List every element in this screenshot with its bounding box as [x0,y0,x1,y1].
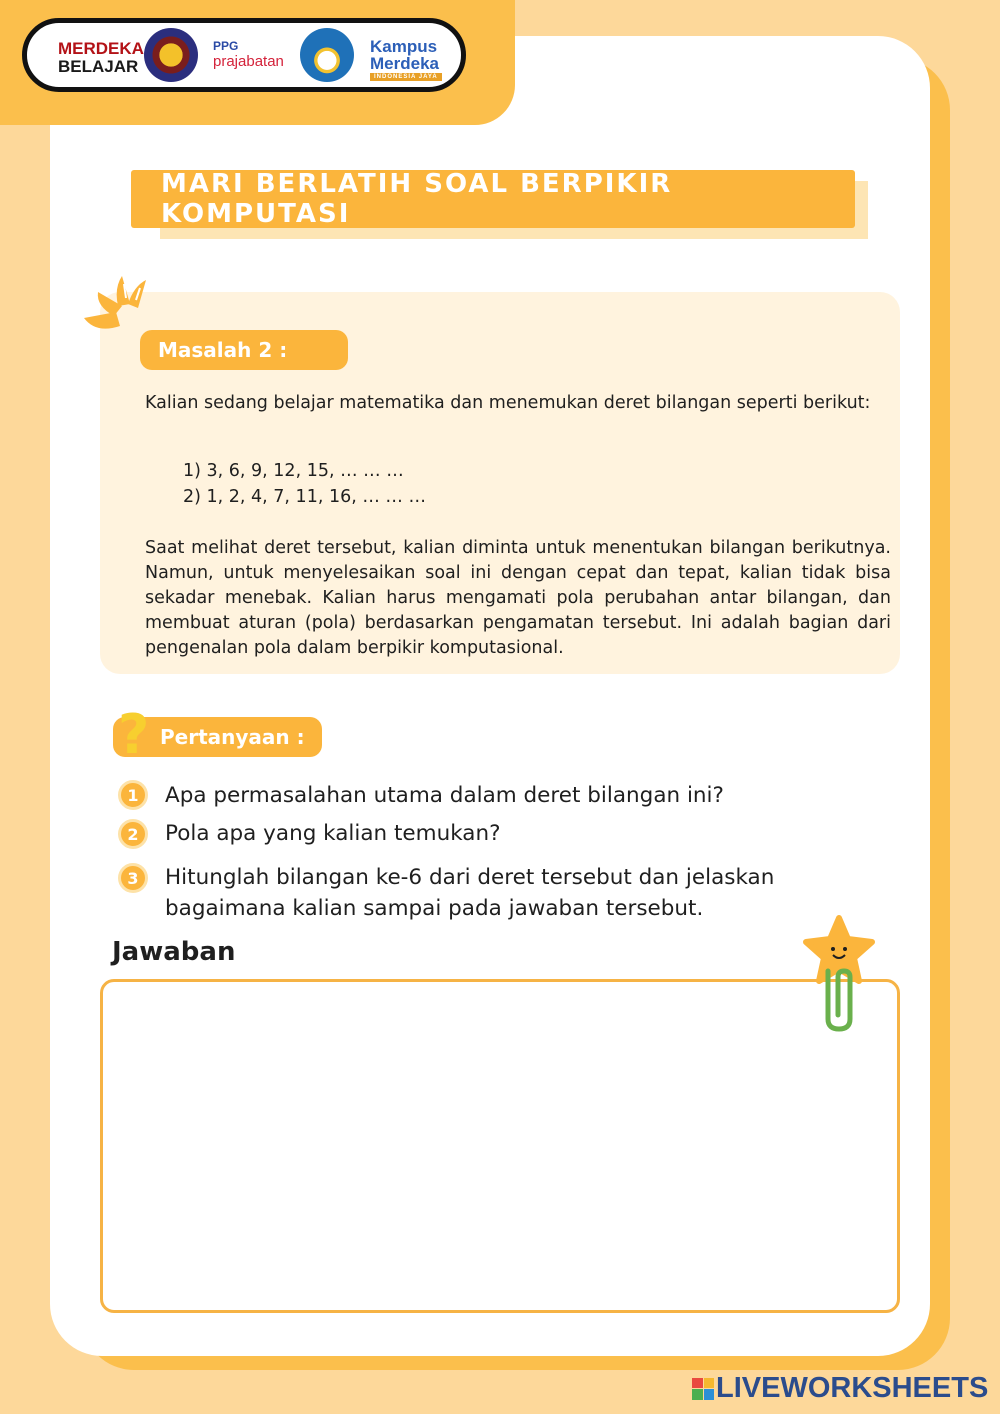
kampus-merdeka-logo: Kampus Merdeka INDONESIA JAYA [370,38,442,81]
university-seal-icon [144,28,198,82]
question-mark-icon [114,707,158,761]
problem-body: Saat melihat deret tersebut, kalian diminta untuk menentukan bilangan berikutnya. Namun, untuk menyelesaikan soal ini dengan cepat dan tepat, kalian tidak bisa sekadar menebak. Kalian harus mengamati pola perubahan antar bilangan, dan membuat aturan (pola) berdasarkan pengamatan tersebut. Ini adalah bagian dari pengenalan pola dalam berpikir komputasional. [145,538,891,658]
merdeka-belajar-logo: MERDEKA BELAJAR [58,39,144,76]
sequence-item: 2) 1, 2, 4, 7, 11, 16, … … … [183,487,426,507]
sequence-item: 1) 3, 6, 9, 12, 15, … … … [183,461,404,481]
burst-icon [76,268,166,338]
answer-label: Jawaban [112,937,236,967]
ppg-prajabatan-logo: PPG prajabatan [213,39,284,70]
liveworksheets-watermark [692,1372,988,1405]
page-title: MARI BERLATIH SOAL BERPIKIR KOMPUTASI [131,170,855,228]
problem-intro: Kalian sedang belajar matematika dan menemukan deret bilangan seperti berikut: [145,393,871,413]
answer-input[interactable] [100,979,900,1313]
watermark-text: LIVEWORKSHEETS [716,1372,989,1404]
question-item: Apa permasalahan utama dalam deret bilangan ini? [165,783,724,808]
svg-text:?: ? [118,707,150,761]
question-number-badge: 2 [118,819,148,849]
question-item: Hitunglah bilangan ke-6 dari deret tersebut dan jelaskan bagaimana kalian sampai pada jawaban tersebut. [165,865,775,921]
star-paperclip-icon [802,915,877,1035]
problem-label: Masalah 2 : [140,330,348,370]
liveworksheets-logo-icon [692,1378,714,1400]
questions-label: Pertanyaan : [113,717,322,757]
kemendikbud-seal-icon [300,28,354,82]
question-item: Pola apa yang kalian temukan? [165,821,501,846]
question-number-badge: 3 [118,863,148,893]
question-number-badge: 1 [118,780,148,810]
